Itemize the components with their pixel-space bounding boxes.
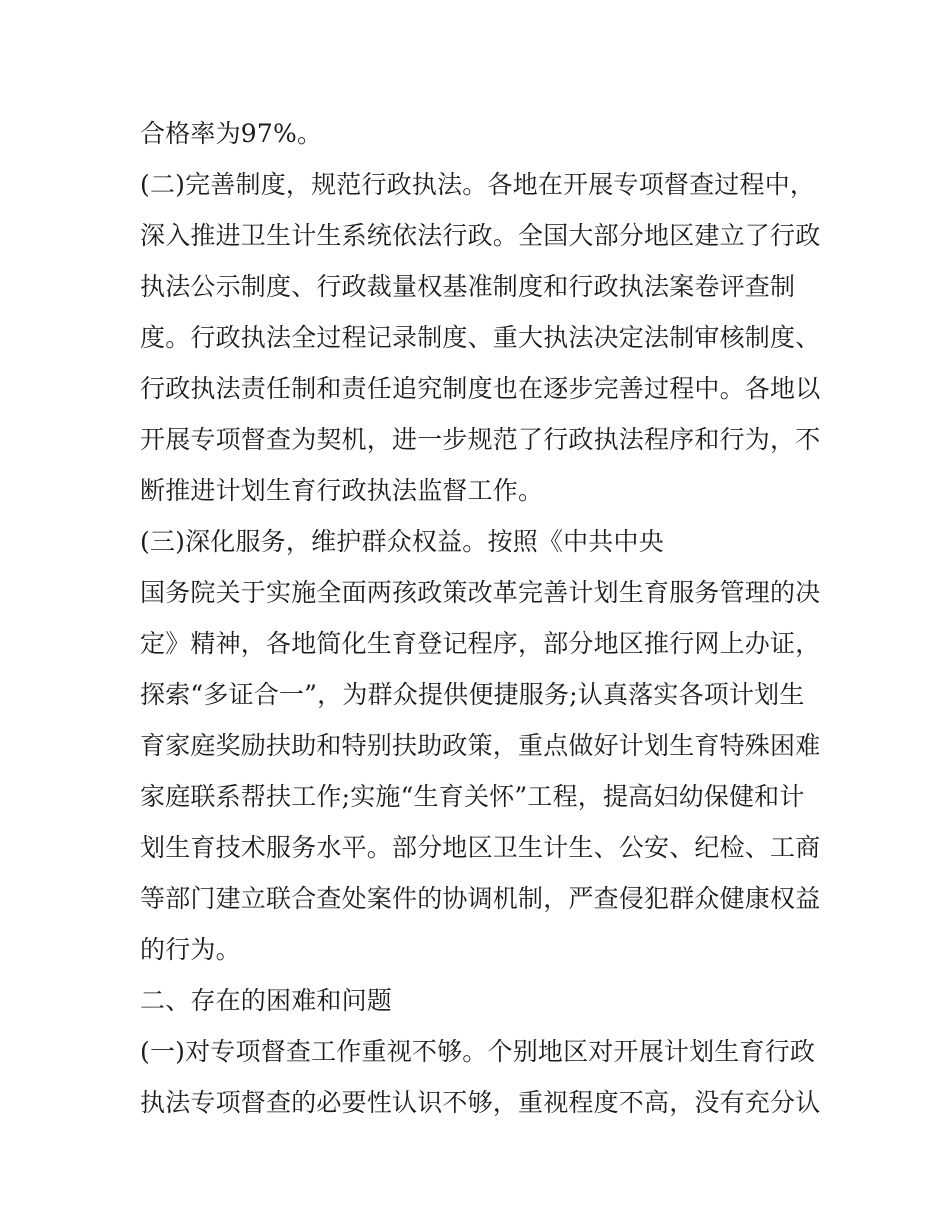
text-line: (一)对专项督查工作重视不够。个别地区对开展计划生育行政 [140, 1037, 816, 1066]
text-line: 断推进计划生育行政执法监督工作。 [140, 476, 544, 505]
text-line: (二)完善制度，规范行政执法。各地在开展专项督查过程中， [140, 170, 816, 199]
text-line: 行政执法责任制和责任追究制度也在逐步完善过程中。各地以 [140, 374, 821, 403]
text-line: 深入推进卫生计生系统依法行政。全国大部分地区建立了行政 [140, 221, 821, 250]
text-line: 定》精神，各地简化生育登记程序，部分地区推行网上办证， [140, 629, 821, 658]
text-line: 执法专项督查的必要性认识不够，重视程度不高，没有充分认 [140, 1088, 821, 1117]
text-line: 的行为。 [140, 935, 241, 964]
text-line: 划生育技术服务水平。部分地区卫生计生、公安、纪检、工商 [140, 833, 821, 862]
text-line: 等部门建立联合查处案件的协调机制，严查侵犯群众健康权益 [140, 884, 821, 913]
text-line: 执法公示制度、行政裁量权基准制度和行政执法案卷评查制 [140, 272, 796, 301]
section-heading: 二、存在的困难和问题 [140, 986, 393, 1015]
text-line: (三)深化服务，维护群众权益。按照《中共中央 [140, 527, 664, 556]
text-line: 家庭联系帮扶工作;实施“生育关怀”工程，提高妇幼保健和计 [140, 782, 805, 811]
text-line: 开展专项督查为契机，进一步规范了行政执法程序和行为，不 [140, 425, 821, 454]
body-text [140, 108, 820, 1128]
text-line: 合格率为97%。 [140, 119, 323, 148]
text-line: 国务院关于实施全面两孩政策改革完善计划生育服务管理的决 [140, 578, 821, 607]
text-line: 育家庭奖励扶助和特别扶助政策，重点做好计划生育特殊困难 [140, 731, 821, 760]
text-line: 度。行政执法全过程记录制度、重大执法决定法制审核制度、 [140, 323, 821, 352]
text-line: 探索“多证合一”，为群众提供便捷服务;认真落实各项计划生 [140, 680, 805, 709]
